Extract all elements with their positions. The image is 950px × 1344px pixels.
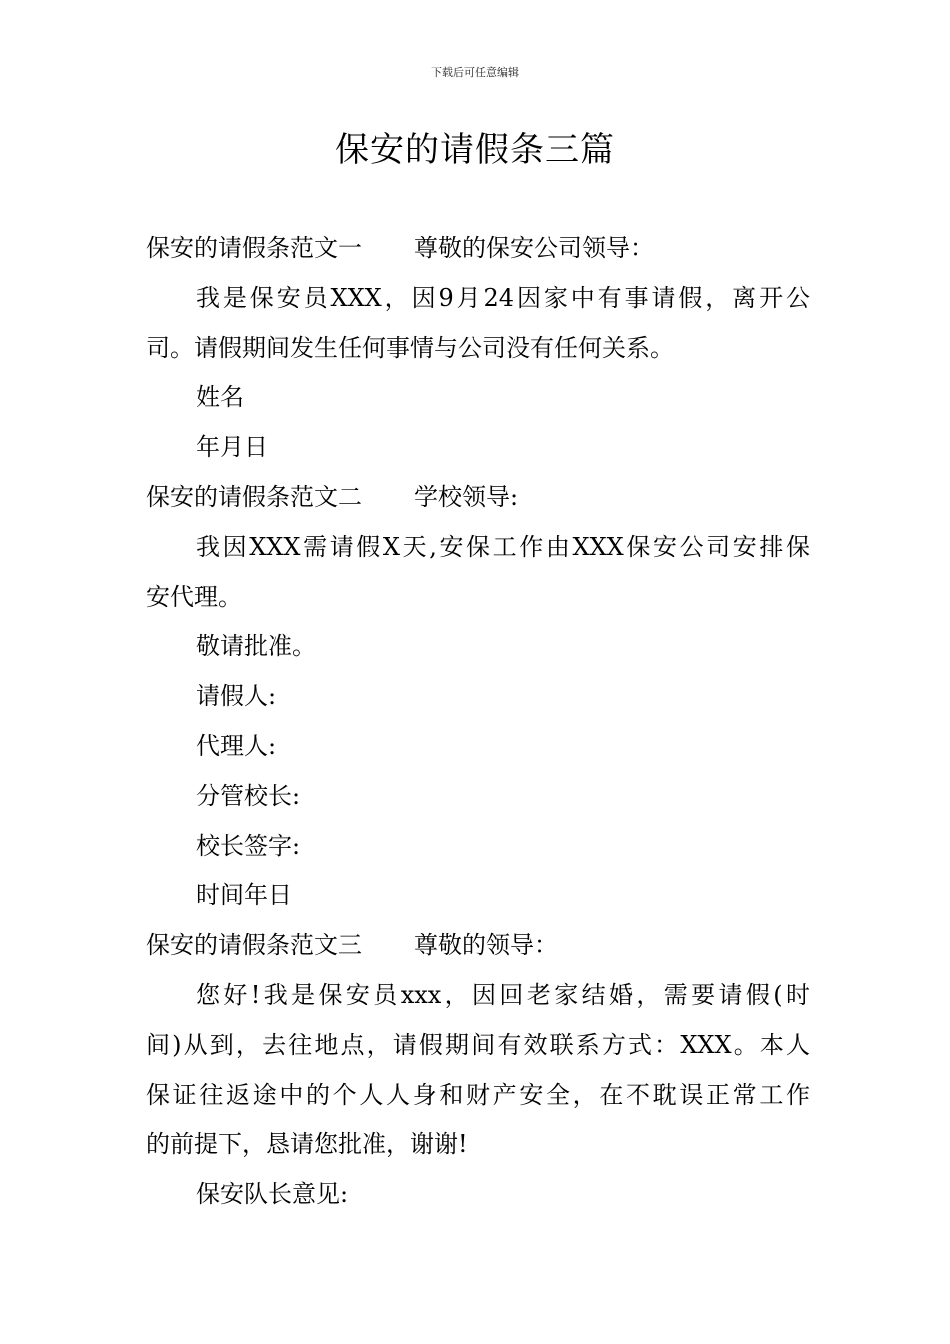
paragraph-line: 我是保安员XXX，因9月24因家中有事请假，离开公 xyxy=(196,283,810,312)
paragraph-line: 的前提下，恳请您批准，谢谢! xyxy=(146,1130,468,1159)
section-heading-line xyxy=(146,921,810,971)
sign-line: 校长签字: xyxy=(196,831,301,860)
sign-line: 时间年日 xyxy=(196,881,292,910)
section-heading-line xyxy=(146,224,810,274)
section-heading: 保安的请假条范文三 xyxy=(146,931,362,960)
header-note: 下载后可任意编辑 xyxy=(431,66,519,79)
sign-line: 敬请批准。 xyxy=(196,632,316,661)
section-heading: 保安的请假条范文二 xyxy=(146,482,362,511)
paragraph-line: 我因XXX需请假X天,安保工作由XXX保安公司安排保 xyxy=(196,532,810,561)
document-title: 保安的请假条三篇 xyxy=(335,130,615,170)
sign-line: 保安队长意见: xyxy=(196,1180,349,1209)
salutation: 学校领导: xyxy=(414,482,519,511)
sign-line: 姓名 xyxy=(196,383,244,412)
paragraph-line: 保证往返途中的个人人身和财产安全，在不耽误正常工作 xyxy=(146,1080,810,1109)
sign-line: 代理人: xyxy=(196,731,277,760)
sign-line: 请假人: xyxy=(196,682,277,711)
paragraph-line: 您好!我是保安员xxx，因回老家结婚，需要请假(时 xyxy=(196,980,810,1009)
section-heading: 保安的请假条范文一 xyxy=(146,234,362,262)
document-body xyxy=(146,224,810,1220)
section-heading-line xyxy=(146,473,810,523)
paragraph-line: 安代理。 xyxy=(146,582,242,611)
paragraph-line: 间)从到，去往地点，请假期间有效联系方式：XXX。本人 xyxy=(146,1030,810,1059)
paragraph-line: 司。请假期间发生任何事情与公司没有任何关系。 xyxy=(146,333,674,362)
salutation: 尊敬的保安公司领导： xyxy=(414,234,654,262)
sign-line: 分管校长: xyxy=(196,781,301,810)
salutation: 尊敬的领导： xyxy=(414,931,558,960)
sign-line: 年月日 xyxy=(196,433,268,462)
